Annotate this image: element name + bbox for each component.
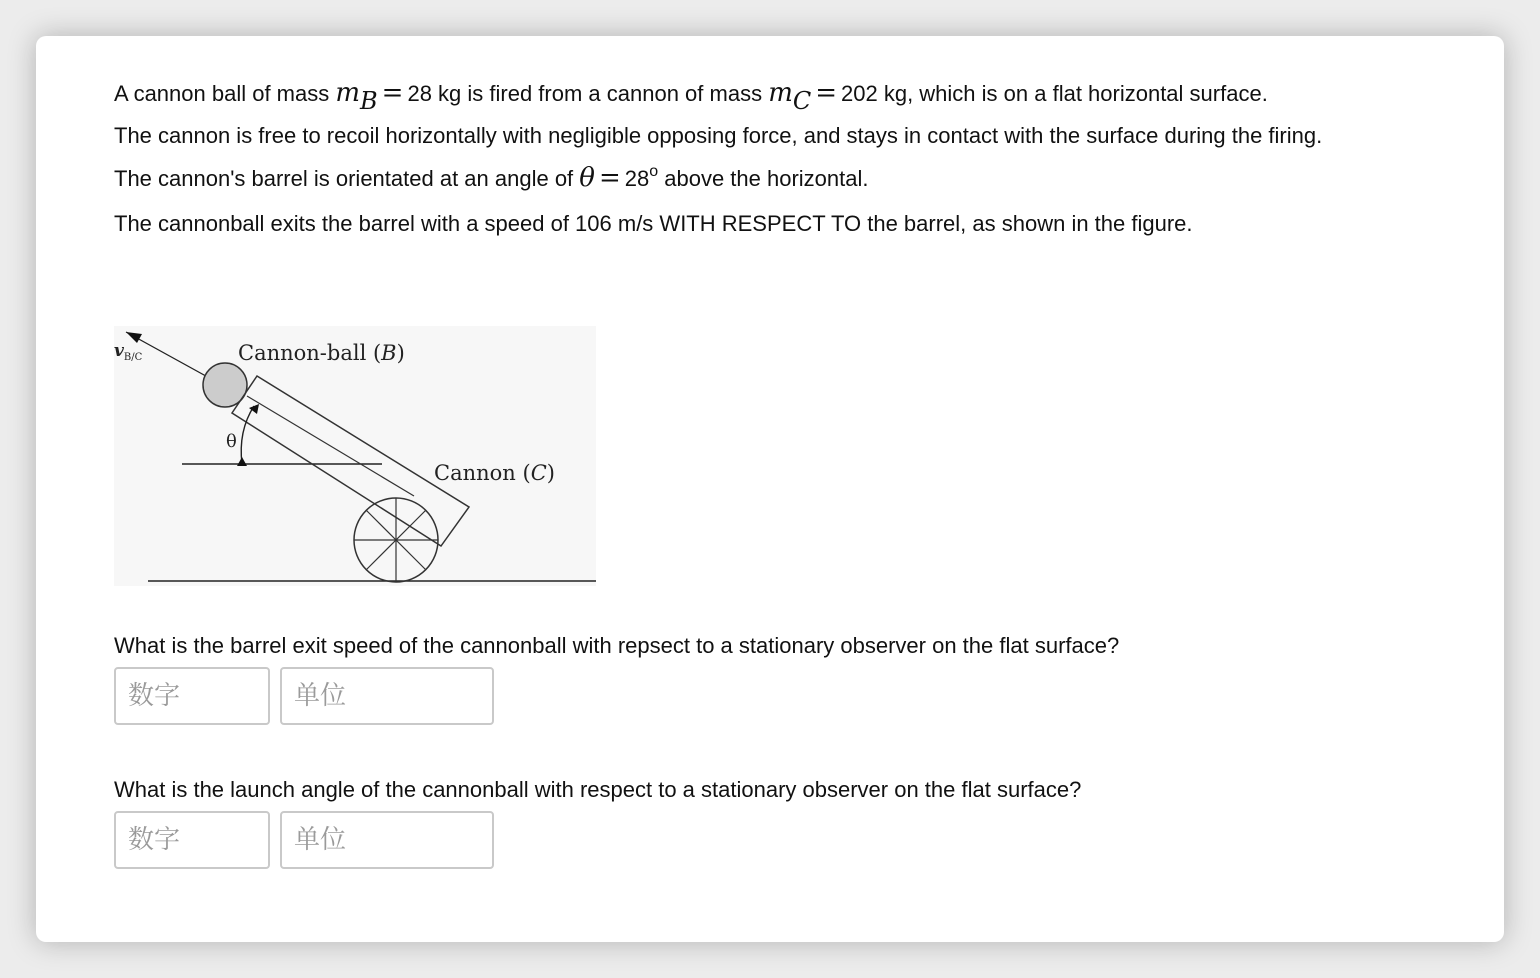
text-segment: above the horizontal. <box>658 166 869 191</box>
velocity-label: $v_{B/C}$ <box>114 341 143 363</box>
theta-label: θ <box>226 431 237 452</box>
mass-b-symbol: m <box>335 78 361 108</box>
equals-sign: = <box>815 78 838 108</box>
problem-line-1 <box>114 72 1474 115</box>
text-segment: 28 kg is fired from a cannon of mass <box>407 81 769 106</box>
question-1-text: What is the barrel exit speed of the cannonball with repsect to a stationary observer on the flat surface? <box>114 633 1120 658</box>
question-2-text: What is the launch angle of the cannonball with respect to a stationary observer on the flat surface? <box>114 777 1082 802</box>
problem-line-4: The cannonball exits the barrel with a speed of 106 m/s WITH RESPECT TO the barrel, as shown in the figure. <box>114 211 1193 236</box>
mass-b-subscript: B <box>360 87 378 115</box>
mass-c-subscript: C <box>792 87 812 115</box>
mass-c-symbol: m <box>768 78 793 108</box>
problem-line-3 <box>114 157 1474 203</box>
answer-1-unit-input[interactable] <box>280 667 494 725</box>
text-segment: The cannon's barrel is orientated at an angle of <box>114 166 580 191</box>
text-segment: A cannon ball of mass <box>114 81 336 106</box>
cannon-ball-label: Cannon-ball (B) <box>238 341 405 365</box>
text-segment: 202 kg, which is on a flat horizontal surface. <box>841 81 1268 106</box>
answer-1-number-input[interactable] <box>114 667 270 725</box>
angle-value: 28 <box>624 166 650 191</box>
answer-2-number-input[interactable] <box>114 811 270 869</box>
theta-symbol: θ <box>579 163 595 193</box>
equals-sign: = <box>598 163 621 193</box>
cannon-figure <box>114 326 596 586</box>
problem-window <box>36 36 1504 942</box>
problem-statement <box>114 72 1474 245</box>
degree-superscript: o <box>649 163 659 180</box>
answer-2-unit-input[interactable] <box>280 811 494 869</box>
problem-line-2: The cannon is free to recoil horizontally with negligible opposing force, and stays in contact with the surface during the firing. <box>114 123 1323 148</box>
cannon-label: Cannon (C) <box>434 461 555 485</box>
equals-sign: = <box>381 78 404 108</box>
